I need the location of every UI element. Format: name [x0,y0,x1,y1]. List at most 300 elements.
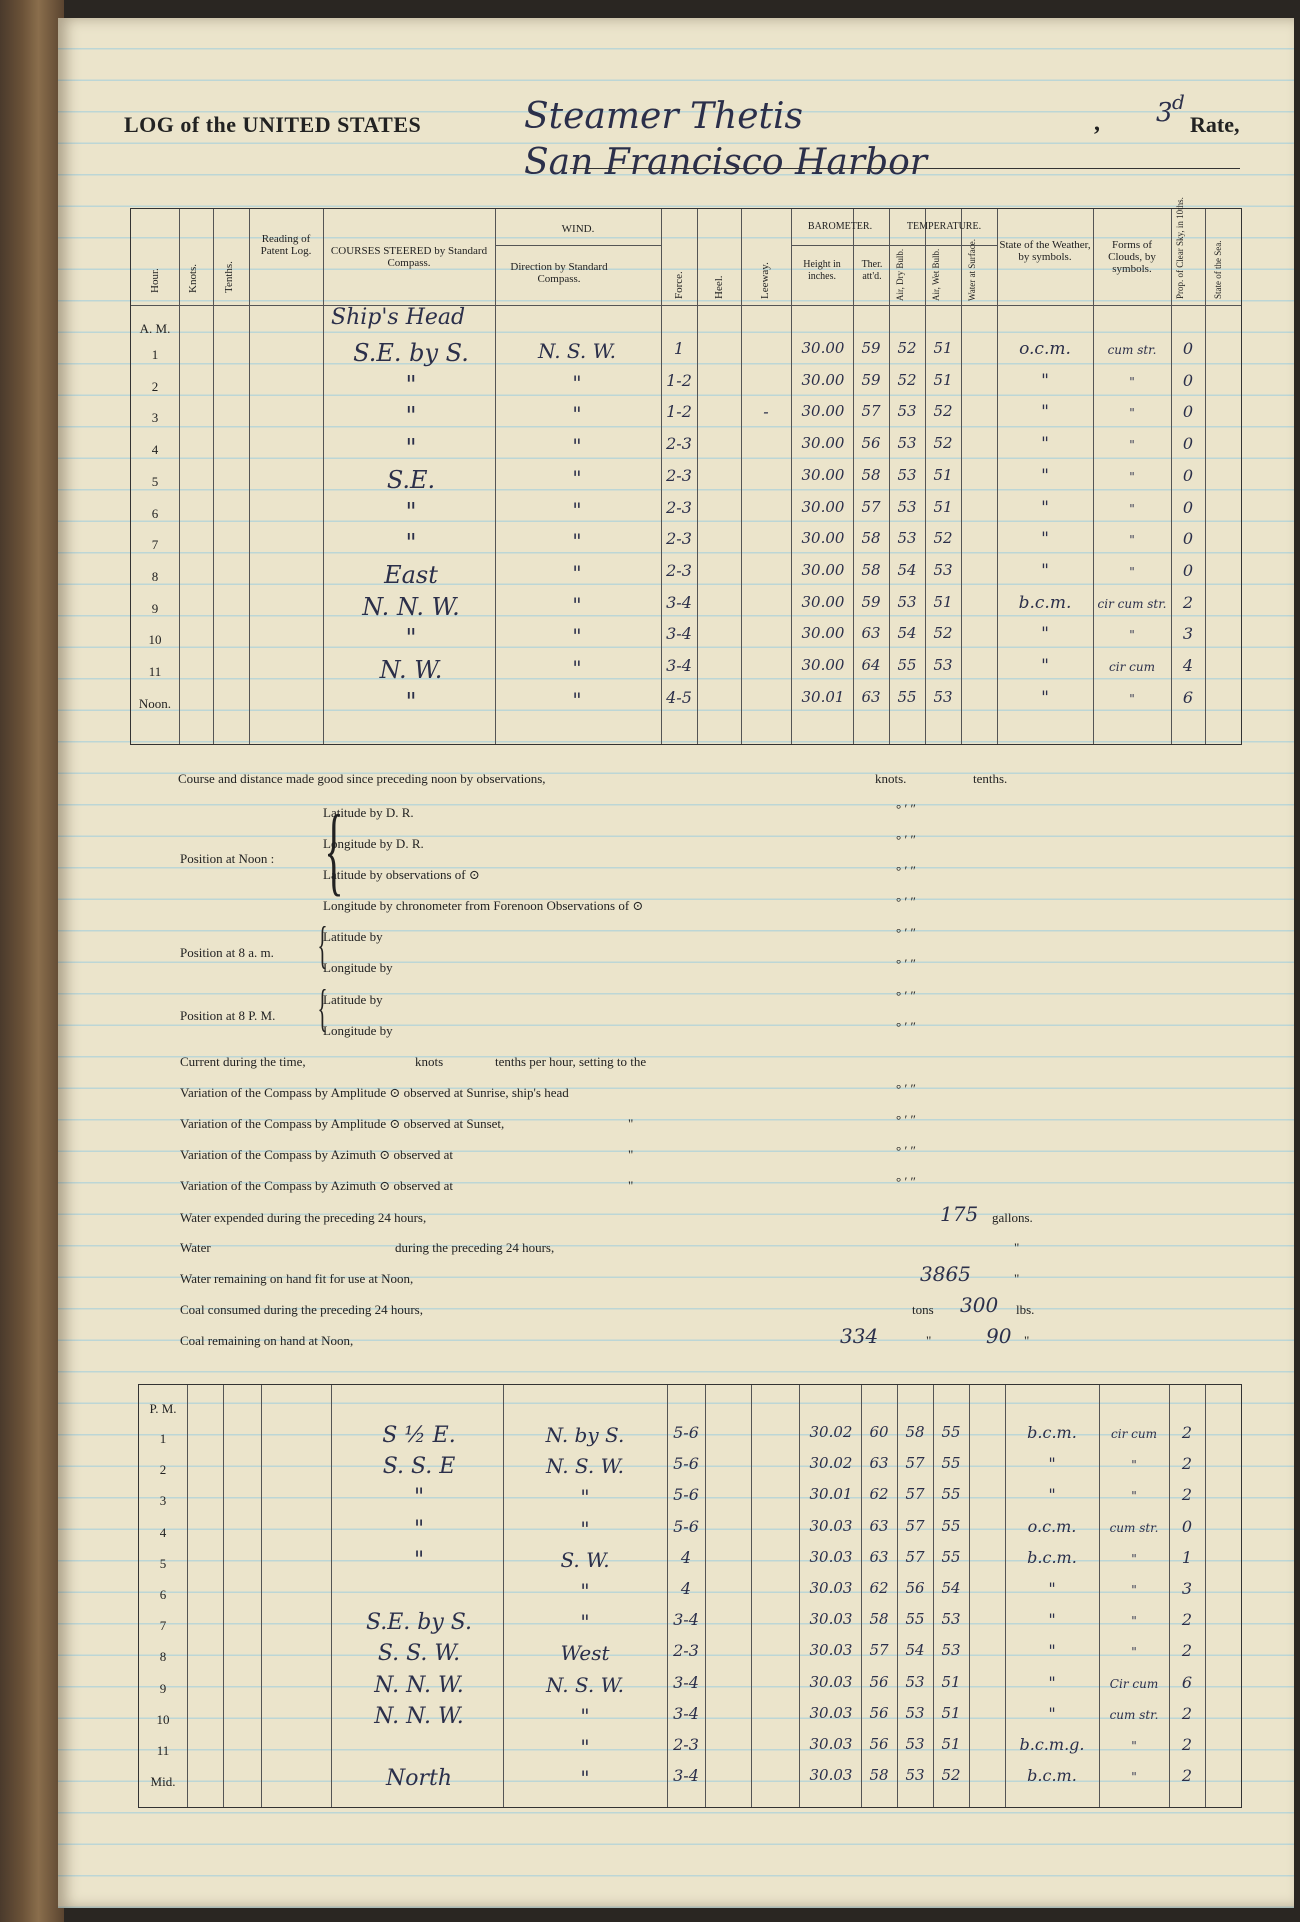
pm-clear-sky: 2 [1181,1610,1193,1630]
noon-brace: { [324,794,344,905]
pm-force: 2-3 [673,1735,699,1754]
pm-hour: 7 [159,1618,167,1634]
pm-wind: West [560,1641,610,1666]
am-course: " [405,402,417,431]
pm-weather: o.c.m. [1027,1516,1077,1536]
am-dry-bulb: 53 [897,497,917,516]
pm-weather: " [1048,1454,1056,1474]
water-label: Water [180,1240,211,1255]
pm-clouds: " [1131,1645,1137,1660]
am-wind: " [572,624,582,649]
pm-clear-sky: 1 [1181,1547,1193,1567]
pm-hour: 9 [159,1680,167,1696]
am-dry-bulb: 54 [897,624,917,643]
pm-dry-bulb: 56 [905,1579,925,1597]
am-course: N. N. W. [362,592,460,621]
pm-barometer-height: 30.03 [809,1610,853,1629]
col-clouds: Forms of Clouds, by symbols. [1108,239,1156,275]
pm-course: " [413,1485,425,1511]
pm-dry-bulb: 57 [905,1516,925,1535]
am-label: A. M. [139,321,171,336]
col-ther: Ther. att'd. [861,259,883,282]
am-course: S.E. [386,465,436,494]
pm-ther: 63 [869,1454,889,1473]
water-remaining-label: Water remaining on hand fit for use at Noon, [180,1271,414,1286]
am-force: 1-2 [666,370,692,390]
am-ther: 59 [861,592,881,611]
am-hour: Noon. [138,695,172,711]
pm-log-table [138,1384,1242,1808]
am-hour: 7 [151,537,159,553]
coal-remaining-tons: 334 [840,1324,879,1348]
col-height: Height in inches. [803,259,841,282]
am-force: 4-5 [666,687,692,707]
am-wet-bulb: 51 [933,592,953,611]
col-hour: Hour. [149,268,161,293]
am-course: " [405,624,417,653]
am-dry-bulb: 52 [897,339,917,357]
am-clouds: " [1129,691,1135,706]
lon-by-8am: Longitude by [323,960,393,975]
pm-dry-bulb: 57 [905,1547,925,1566]
col-tenths: Tenths. [223,261,235,293]
am-dry-bulb: 55 [897,687,917,706]
water-during-label: during the preceding 24 hours, [395,1240,555,1255]
pm-dry-bulb: 53 [905,1703,925,1722]
deg-lon-8am: ° ′ ″ [896,956,916,971]
pm-hour: 1 [159,1431,167,1446]
am-clouds: " [1129,501,1135,516]
am-clear-sky: 0 [1182,529,1194,549]
coal-remaining-lbs: 90 [986,1324,1012,1348]
am-dry-bulb: 55 [897,656,917,674]
vessel-name: Steamer Thetis [524,96,803,137]
am-wind: " [572,529,582,554]
pm-clear-sky: 6 [1181,1672,1193,1692]
am-wind: " [572,592,582,617]
col-clear-sky: Prop. of Clear Sky, in 10ths. [1175,197,1185,299]
pm-barometer-height: 30.03 [809,1703,853,1722]
pm-ther: 63 [869,1547,889,1566]
pm-wet-bulb: 54 [941,1579,961,1597]
deg-lon-8pm: ° ′ ″ [896,1019,916,1034]
pm-clear-sky: 2 [1181,1454,1193,1474]
am-wind: " [572,560,582,585]
log-title [64,90,1240,183]
gallons-label: gallons. [992,1210,1033,1225]
am-wind: " [572,434,582,459]
am-dry-bulb: 53 [897,465,917,484]
pm-weather: b.c.m. [1027,1547,1077,1567]
am-barometer-height: 30.00 [801,370,845,389]
pm-wind: N. S. W. [545,1672,625,1697]
am-force: 3-4 [666,592,692,612]
am-force: 3-4 [666,656,692,675]
pm-weather: " [1048,1641,1056,1661]
pm-course: S. S. W. [377,1641,461,1667]
am-wet-bulb: 52 [933,529,953,548]
pm-course: S.E. by S. [365,1610,473,1636]
pm-weather: " [1048,1672,1056,1692]
pm-weather: " [1048,1610,1056,1630]
pm-force: 5-6 [673,1485,699,1505]
pm-force: 3-4 [673,1610,699,1630]
pm-hour: 2 [159,1462,167,1478]
am-barometer-height: 30.00 [801,402,845,421]
am-barometer-height: 30.01 [801,687,845,706]
lbs-label: lbs. [1016,1302,1035,1317]
pm-clear-sky: 2 [1181,1766,1193,1786]
am-wet-bulb: 51 [933,497,953,516]
am-ther: 59 [861,339,881,357]
pm-wet-bulb: 55 [941,1547,961,1566]
pm-barometer-height: 30.03 [809,1766,853,1785]
am-ther: 63 [861,687,881,706]
pm-wet-bulb: 55 [941,1454,961,1473]
pm-clouds: " [1131,1614,1137,1629]
am-clear-sky: 4 [1182,656,1194,675]
am-wind: " [572,402,582,427]
ditto-sunset: " [628,1116,634,1131]
am-clear-sky: 6 [1182,687,1194,707]
col-patent-log: Reading of Patent Log. [260,233,312,257]
pm-clouds: " [1131,1551,1137,1566]
am-ther: 56 [861,434,881,453]
pm-ther: 56 [869,1703,889,1722]
am-course: " [405,529,417,558]
pm-ther: 62 [869,1579,889,1597]
am-clear-sky: 0 [1182,434,1194,454]
ditto-az1: " [628,1147,634,1162]
pm-clouds: Cir cum [1109,1676,1159,1691]
pm-barometer-height: 30.02 [809,1423,853,1441]
water-remaining-value: 3865 [920,1262,971,1286]
am-weather: " [1041,529,1049,550]
pm-weather: b.c.m. [1027,1423,1077,1442]
var-az1-label: Variation of the Compass by Azimuth ⊙ observed at [180,1147,454,1162]
pm-wind: " [580,1703,590,1728]
am-clear-sky: 0 [1182,497,1194,517]
lon-chron-label: Longitude by chronometer from Forenoon Observations of ⊙ [323,898,644,913]
am-ther: 58 [861,560,881,579]
am-course: " [405,497,417,526]
pm-ther: 63 [869,1516,889,1535]
am-wind: " [572,465,582,490]
pm-ther: 57 [869,1641,889,1660]
rate-superscript: d [1172,90,1185,114]
col-wind-direction: Direction by Standard Compass. [510,261,608,285]
pm-dry-bulb: 57 [905,1485,925,1504]
lat-by-8am: Latitude by [323,929,383,944]
am-force: 2-3 [666,529,692,549]
pm-clouds: " [1131,1458,1137,1473]
am-hour: 3 [151,410,159,426]
pm-clouds: " [1131,1770,1137,1785]
pm-force: 3-4 [673,1672,699,1692]
pm-barometer-height: 30.03 [809,1672,853,1691]
coal-remaining-label: Coal remaining on hand at Noon, [180,1333,354,1348]
title-prefix: LOG of the UNITED STATES [124,112,422,137]
current-knots-label: knots [415,1054,444,1069]
ships-head-note: Ship's Head [331,305,466,330]
pm-clouds: " [1131,1583,1137,1597]
pm-ther: 62 [869,1485,889,1504]
am-ther: 57 [861,402,881,421]
col-temperature: TEMPERATURE. [906,221,982,232]
pm-force: 5-6 [673,1454,699,1474]
am-course: " [405,434,417,463]
am-clear-sky: 3 [1182,624,1194,644]
am-force: 1 [673,339,685,358]
am-log-table [130,197,1242,745]
pm-wet-bulb: 55 [941,1423,961,1441]
deg-lat-8pm: ° ′ ″ [896,988,916,1003]
rate-comma: , [1094,110,1100,136]
8am-brace: { [317,917,328,974]
col-wind: WIND. [561,223,595,235]
am-clouds: " [1129,628,1135,643]
am-clear-sky: 0 [1182,465,1194,485]
pm-dry-bulb: 55 [905,1610,925,1629]
am-wet-bulb: 53 [933,687,953,706]
deg-lat-dr: ° ′ ″ [896,801,916,816]
am-clouds: " [1129,469,1135,484]
am-hour: 2 [151,378,159,394]
am-barometer-height: 30.00 [801,560,845,579]
pm-hour: 5 [159,1555,167,1571]
am-clear-sky: 0 [1182,560,1194,580]
pm-hour: 10 [156,1711,170,1727]
pm-dry-bulb: 53 [905,1672,925,1691]
pm-barometer-height: 30.03 [809,1735,853,1753]
pm-wind: N. by S. [545,1423,625,1447]
am-clouds: " [1129,533,1135,548]
pm-course: N. N. W. [374,1703,464,1729]
am-clear-sky: 0 [1182,339,1194,358]
am-clouds: " [1129,438,1135,453]
col-dry-bulb: Air, Dry Bulb. [895,248,905,301]
am-ther: 63 [861,624,881,643]
am-weather: " [1041,497,1049,518]
col-heel: Heel. [713,275,725,299]
am-wet-bulb: 53 [933,656,953,674]
am-clouds: cir cum str. [1097,596,1167,611]
rate-ordinal: 3 [1156,98,1173,128]
col-wet-bulb: Air, Wet Bulb. [931,248,941,301]
am-hour: 10 [148,632,162,648]
lon-dr-label: Longitude by D. R. [323,836,424,851]
ditto-coal-lbs: " [1024,1333,1030,1348]
deg-lat-8am: ° ′ ″ [896,925,916,940]
pm-course: S ½ E. [382,1423,456,1448]
am-barometer-height: 30.00 [801,465,845,484]
course-distance-line: Course and distance made good since preceding noon by observations, [178,771,546,786]
pm-ther: 56 [869,1735,889,1753]
pm-course: S. S. E [382,1454,456,1480]
am-wind: " [572,687,582,712]
pm-clear-sky: 2 [1181,1423,1193,1442]
am-ther: 58 [861,529,881,548]
pm-wet-bulb: 51 [941,1703,961,1722]
ditto-coal-tons: " [926,1333,932,1348]
lat-obs-label: Latitude by observations of ⊙ [323,867,480,882]
col-barometer: BAROMETER. [807,221,873,232]
pm-barometer-height: 30.01 [809,1485,853,1504]
am-ther: 64 [861,656,881,674]
ditto-water: " [1014,1240,1020,1255]
coal-consumed-lbs: 300 [960,1293,999,1317]
am-weather: " [1041,402,1049,423]
am-force: 3-4 [666,624,692,644]
pm-wind: " [580,1516,590,1541]
pm-hour: 3 [159,1493,167,1509]
deg-sunset: ° ′ ″ [896,1112,916,1127]
am-hour: 5 [151,473,159,489]
pm-wind: " [580,1579,590,1603]
pm-clear-sky: 0 [1181,1516,1193,1536]
am-clouds: " [1129,374,1135,389]
am-weather: " [1041,687,1049,708]
am-weather: " [1041,370,1049,391]
am-wet-bulb: 52 [933,402,953,421]
deg-sunrise: ° ′ ″ [896,1081,916,1096]
am-weather: b.c.m. [1018,592,1072,613]
deg-lon-dr: ° ′ ″ [896,832,916,847]
am-weather: " [1041,465,1049,486]
am-hour: 9 [151,600,159,616]
am-wet-bulb: 51 [933,339,953,357]
position-8pm-label: Position at 8 P. M. [180,1008,276,1023]
current-label: Current during the time, [180,1054,306,1069]
pm-dry-bulb: 57 [905,1454,925,1473]
pm-dry-bulb: 54 [905,1641,925,1660]
am-clear-sky: 2 [1182,592,1194,612]
pm-hour: 6 [159,1587,167,1602]
pm-clouds: " [1131,1489,1137,1504]
pm-course: N. N. W. [374,1672,464,1698]
col-force: Force. [673,271,685,299]
pm-weather: b.c.m. [1027,1766,1077,1786]
pm-weather: " [1048,1485,1056,1505]
am-wind: " [572,656,582,680]
pm-wet-bulb: 51 [941,1672,961,1691]
position-8am-label: Position at 8 a. m. [180,945,274,960]
am-weather: " [1041,656,1049,676]
am-clear-sky: 0 [1182,402,1194,422]
deg-lat-obs: ° ′ ″ [896,863,916,878]
am-weather: o.c.m. [1019,339,1071,359]
pm-wind: " [580,1766,590,1791]
col-weather: State of the Weather, by symbols. [999,239,1091,263]
pm-wind: " [580,1610,590,1635]
col-knots: Knots. [187,263,199,293]
pm-force: 4 [680,1547,692,1567]
pm-clear-sky: 2 [1181,1703,1193,1723]
pm-wind: N. S. W. [545,1454,625,1479]
current-tenths-label: tenths per hour, setting to the [495,1054,647,1069]
book-binding [0,0,64,1922]
am-barometer-height: 30.00 [801,592,845,611]
course-tenths-label: tenths. [973,771,1008,786]
pm-dry-bulb: 53 [905,1766,925,1785]
deg-az1: ° ′ ″ [896,1143,916,1158]
pm-weather: b.c.m.g. [1019,1735,1085,1754]
pm-wet-bulb: 53 [941,1610,961,1629]
pm-barometer-height: 30.02 [809,1454,853,1473]
pm-wet-bulb: 52 [941,1766,961,1785]
pm-force: 4 [680,1579,692,1598]
col-sea: State of the Sea. [1213,240,1223,299]
am-dry-bulb: 53 [897,529,917,548]
am-ther: 59 [861,370,881,389]
am-barometer-height: 30.00 [801,497,845,516]
am-weather: " [1041,434,1049,455]
tons-label: tons [912,1302,934,1317]
var-sunset-label: Variation of the Compass by Amplitude ⊙ observed at Sunset, [180,1116,505,1131]
am-course: " [405,687,417,716]
am-hour: 4 [151,442,159,458]
am-hour: 8 [151,568,159,584]
am-force: 2-3 [666,560,692,580]
pm-label: P. M. [149,1401,177,1416]
am-clear-sky: 0 [1182,370,1194,390]
pm-hour: 4 [159,1524,167,1540]
pm-wet-bulb: 55 [941,1485,961,1504]
pm-wet-bulb: 55 [941,1516,961,1535]
pm-hour: 11 [156,1743,170,1758]
pm-wind: " [580,1735,590,1759]
am-ther: 58 [861,465,881,484]
am-wind: " [572,497,582,522]
am-wet-bulb: 52 [933,624,953,643]
pm-ther: 60 [869,1423,889,1441]
pm-force: 5-6 [673,1423,699,1442]
am-ther: 57 [861,497,881,516]
vessel-location: San Francisco Harbor [524,142,928,183]
am-leeway: - [763,402,769,422]
am-barometer-height: 30.00 [801,434,845,453]
am-dry-bulb: 53 [897,592,917,611]
pm-clouds: cir cum [1111,1427,1157,1441]
pm-clouds: " [1131,1739,1137,1753]
pm-force: 2-3 [673,1641,699,1661]
deg-az2: ° ′ ″ [896,1174,916,1189]
ditto-az2: " [628,1178,634,1193]
am-weather: " [1041,560,1049,581]
pm-clouds: cum str. [1109,1707,1159,1722]
am-force: 2-3 [666,497,692,517]
am-barometer-height: 30.00 [801,624,845,643]
am-hour: 1 [151,347,159,362]
pm-course: " [413,1547,425,1573]
pm-course: " [413,1516,425,1542]
pm-weather: " [1048,1703,1056,1723]
am-course: " [405,370,417,399]
pm-clear-sky: 2 [1181,1735,1193,1754]
am-wind: N. S. W. [537,339,617,363]
am-hour: 11 [148,664,162,679]
am-hour: 6 [151,505,159,521]
am-barometer-height: 30.00 [801,529,845,548]
am-wet-bulb: 52 [933,434,953,453]
lat-dr-label: Latitude by D. R. [323,805,414,820]
pm-barometer-height: 30.03 [809,1641,853,1660]
pm-ther: 58 [869,1610,889,1629]
title-rule [570,168,1240,169]
am-clouds: " [1129,406,1135,421]
position-noon-label: Position at Noon : [180,851,275,866]
pm-clouds: cum str. [1109,1520,1159,1535]
